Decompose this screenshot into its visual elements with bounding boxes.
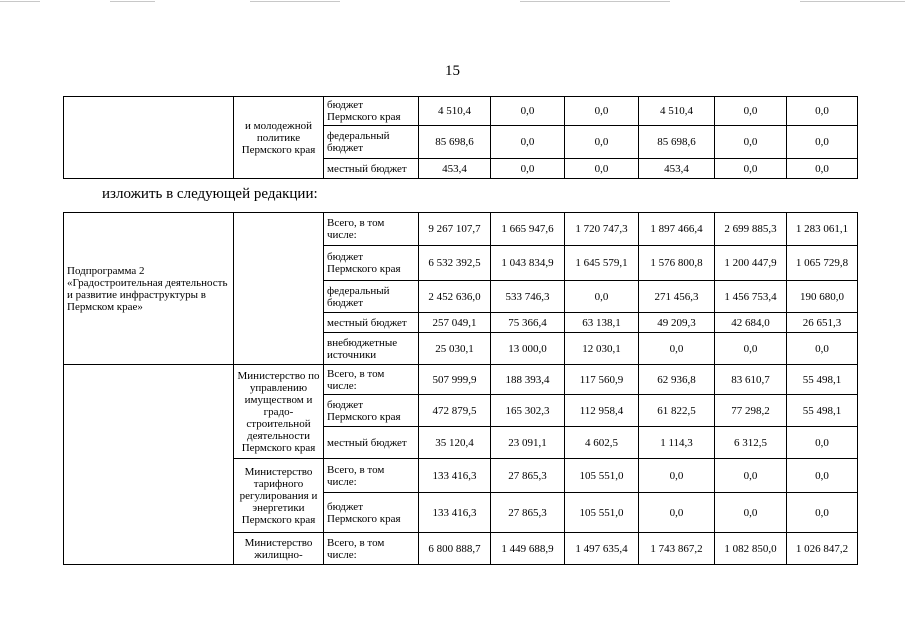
value-cell: 26 651,3 xyxy=(787,313,858,333)
value-cell: 0,0 xyxy=(565,126,639,159)
value-cell: 188 393,4 xyxy=(491,365,565,395)
value-cell: 13 000,0 xyxy=(491,333,565,365)
value-cell: 190 680,0 xyxy=(787,281,858,313)
scan-edge-line xyxy=(250,1,340,2)
value-cell: 0,0 xyxy=(715,459,787,493)
value-cell: 472 879,5 xyxy=(419,395,491,427)
value-cell: 49 209,3 xyxy=(639,313,715,333)
value-cell: 63 138,1 xyxy=(565,313,639,333)
value-cell: 0,0 xyxy=(787,427,858,459)
value-cell: 0,0 xyxy=(787,97,858,126)
value-cell: 0,0 xyxy=(715,97,787,126)
value-cell: 55 498,1 xyxy=(787,395,858,427)
value-cell: 83 610,7 xyxy=(715,365,787,395)
value-cell: 1 665 947,6 xyxy=(491,213,565,246)
source-cell: бюджет Пермского края xyxy=(324,246,419,281)
page-number: 15 xyxy=(445,63,460,79)
org-cell: Министерство жилищно- xyxy=(234,533,324,565)
value-cell: 105 551,0 xyxy=(565,459,639,493)
org-cell: и молодежной политике Пермского края xyxy=(234,97,324,179)
value-cell: 1 082 850,0 xyxy=(715,533,787,565)
value-cell: 453,4 xyxy=(419,159,491,179)
value-cell: 85 698,6 xyxy=(419,126,491,159)
scan-edge-line xyxy=(0,1,40,2)
value-cell: 0,0 xyxy=(639,333,715,365)
value-cell: 1 065 729,8 xyxy=(787,246,858,281)
value-cell: 1 743 867,2 xyxy=(639,533,715,565)
value-cell: 1 026 847,2 xyxy=(787,533,858,565)
value-cell: 0,0 xyxy=(491,159,565,179)
value-cell: 4 602,5 xyxy=(565,427,639,459)
main-table xyxy=(63,212,858,565)
value-cell: 133 416,3 xyxy=(419,459,491,493)
source-cell: Всего, в том числе: xyxy=(324,459,419,493)
value-cell: 23 091,1 xyxy=(491,427,565,459)
value-cell: 55 498,1 xyxy=(787,365,858,395)
value-cell: 271 456,3 xyxy=(639,281,715,313)
value-cell: 0,0 xyxy=(787,159,858,179)
scan-edge-line xyxy=(800,1,905,2)
source-cell: федеральный бюджет xyxy=(324,126,419,159)
value-cell: 6 800 888,7 xyxy=(419,533,491,565)
org-cell xyxy=(234,213,324,365)
value-cell: 0,0 xyxy=(639,493,715,533)
value-cell: 0,0 xyxy=(715,493,787,533)
value-cell: 0,0 xyxy=(565,159,639,179)
source-cell: местный бюджет xyxy=(324,159,419,179)
value-cell: 4 510,4 xyxy=(419,97,491,126)
value-cell: 75 366,4 xyxy=(491,313,565,333)
value-cell: 62 936,8 xyxy=(639,365,715,395)
value-cell: 0,0 xyxy=(715,159,787,179)
value-cell: 2 699 885,3 xyxy=(715,213,787,246)
value-cell: 4 510,4 xyxy=(639,97,715,126)
source-cell: федеральный бюджет xyxy=(324,281,419,313)
value-cell: 533 746,3 xyxy=(491,281,565,313)
value-cell: 0,0 xyxy=(565,97,639,126)
program-cell xyxy=(64,97,234,179)
value-cell: 1 043 834,9 xyxy=(491,246,565,281)
scan-edge-line xyxy=(110,1,155,2)
value-cell: 1 897 466,4 xyxy=(639,213,715,246)
source-cell: местный бюджет xyxy=(324,313,419,333)
program-cell: Подпрограмма 2 «Градостроительная деятельность и развитие инфраструктуры в Пермском крае» xyxy=(64,213,234,365)
value-cell: 0,0 xyxy=(787,493,858,533)
value-cell: 117 560,9 xyxy=(565,365,639,395)
intro-text: изложить в следующей редакции: xyxy=(102,186,318,202)
value-cell: 85 698,6 xyxy=(639,126,715,159)
table-row xyxy=(64,365,858,395)
source-cell: бюджет Пермского края xyxy=(324,97,419,126)
value-cell: 0,0 xyxy=(715,126,787,159)
value-cell: 165 302,3 xyxy=(491,395,565,427)
value-cell: 507 999,9 xyxy=(419,365,491,395)
value-cell: 0,0 xyxy=(491,97,565,126)
value-cell: 1 200 447,9 xyxy=(715,246,787,281)
value-cell: 2 452 636,0 xyxy=(419,281,491,313)
top-table xyxy=(63,96,858,179)
value-cell: 12 030,1 xyxy=(565,333,639,365)
source-cell: внебюджетные источники xyxy=(324,333,419,365)
value-cell: 257 049,1 xyxy=(419,313,491,333)
value-cell: 77 298,2 xyxy=(715,395,787,427)
value-cell: 1 645 579,1 xyxy=(565,246,639,281)
source-cell: Всего, в том числе: xyxy=(324,533,419,565)
value-cell: 133 416,3 xyxy=(419,493,491,533)
table-row xyxy=(64,213,858,246)
value-cell: 0,0 xyxy=(491,126,565,159)
value-cell: 1 720 747,3 xyxy=(565,213,639,246)
value-cell: 0,0 xyxy=(565,281,639,313)
program-cell xyxy=(64,365,234,565)
value-cell: 0,0 xyxy=(787,126,858,159)
value-cell: 1 576 800,8 xyxy=(639,246,715,281)
value-cell: 35 120,4 xyxy=(419,427,491,459)
value-cell: 1 497 635,4 xyxy=(565,533,639,565)
value-cell: 0,0 xyxy=(787,333,858,365)
value-cell: 42 684,0 xyxy=(715,313,787,333)
value-cell: 27 865,3 xyxy=(491,459,565,493)
value-cell: 6 532 392,5 xyxy=(419,246,491,281)
value-cell: 112 958,4 xyxy=(565,395,639,427)
value-cell: 0,0 xyxy=(639,459,715,493)
value-cell: 453,4 xyxy=(639,159,715,179)
org-cell: Министерство по управлению имуществом и градо-строительной деятельности Пермского края xyxy=(234,365,324,459)
value-cell: 25 030,1 xyxy=(419,333,491,365)
source-cell: местный бюджет xyxy=(324,427,419,459)
source-cell: Всего, в том числе: xyxy=(324,365,419,395)
value-cell: 9 267 107,7 xyxy=(419,213,491,246)
value-cell: 6 312,5 xyxy=(715,427,787,459)
value-cell: 27 865,3 xyxy=(491,493,565,533)
value-cell: 0,0 xyxy=(715,333,787,365)
value-cell: 0,0 xyxy=(787,459,858,493)
source-cell: Всего, в том числе: xyxy=(324,213,419,246)
table-row xyxy=(64,97,858,126)
source-cell: бюджет Пермского края xyxy=(324,395,419,427)
value-cell: 1 283 061,1 xyxy=(787,213,858,246)
source-cell: бюджет Пермского края xyxy=(324,493,419,533)
value-cell: 1 449 688,9 xyxy=(491,533,565,565)
value-cell: 1 456 753,4 xyxy=(715,281,787,313)
value-cell: 105 551,0 xyxy=(565,493,639,533)
value-cell: 1 114,3 xyxy=(639,427,715,459)
value-cell: 61 822,5 xyxy=(639,395,715,427)
scan-edge-line xyxy=(520,1,670,2)
org-cell: Министерство тарифного регулирования и энергетики Пермского края xyxy=(234,459,324,533)
